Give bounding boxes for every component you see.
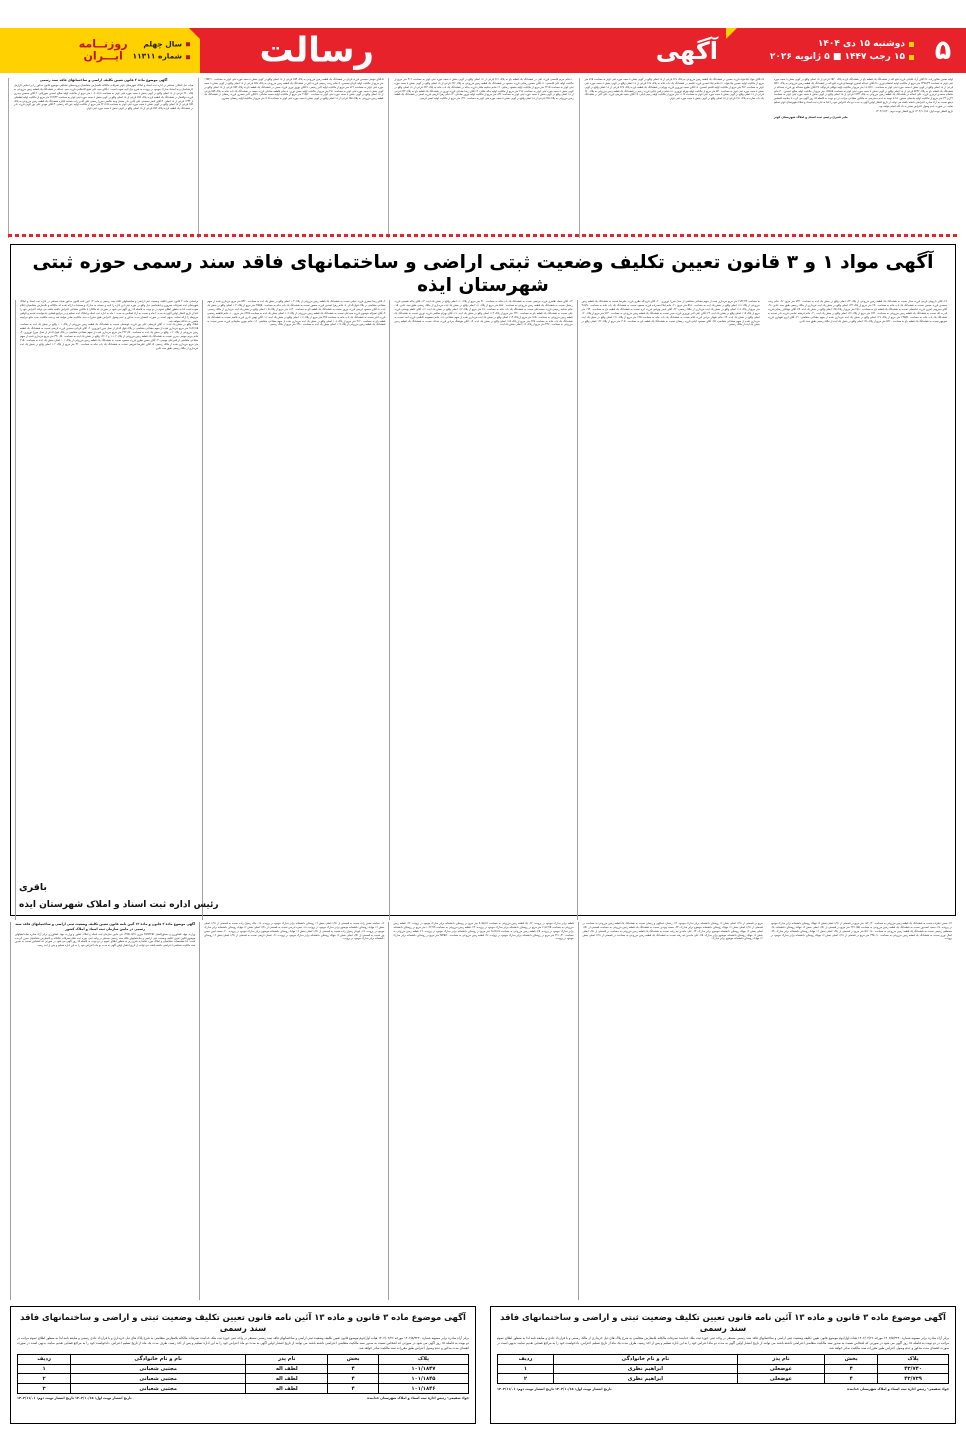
top-ads-strip [8, 78, 958, 238]
column-header-plaque: پلاک [378, 1354, 468, 1364]
main-article-signature: باقری [19, 882, 47, 893]
cell-row-index: ۱ [498, 1364, 554, 1374]
masthead-issue-meta [133, 38, 190, 64]
main-article-body: املاک واقع در بخش یک ایذه: ۱- آقای فرحعلی علی پور فرزند عوضعلی نسبت به ششدانگ یک قطعه زمین مزروعی از پلاک ۱۰۱ واقع در بخش یک ایذه به مساحت ۹۱۶۲/۸۵ متر مربع خریداری شده از سهم مشاعی متقاضی در پلاک فوق الذکر از نسل میرزا نوروزی. ۲- آقای قربانی سعیدی فرزند نارضی نسبت به ششدانگ یک قطعه زمین مزروعی از پلاک ۱۰۲ واقع در بخش یک ایذه به مساحت ۴۲۲۱/۹۰ متر مربع خریداری شده از سهم مشاعی متقاضی در پلاک فوق الذکر از نسل میرزا نوروزی. ۳- خانم مریم موسی بیدری نسبت به ششدانگ یک قطعه زمین مزروعی از پلاک ۱۰۲-۱ و ۱۲۶۰۲ واقع در بخش یک ایذه به مساحت ۳۴۱۰/۵۰ متر مربع خریداری شده از سهم مشاعی متقاضی از قنبرعلی موسی. ۴- آقای حسن نظری فرزند محمود نسبت به ششدانگ یک قطعه زمین مزروعی از پلاک ۱۰۱ اصلی بخش یک ایذه به مساحت ۲۱۵۰ متر مربع خریداری شده از مالک رسمی. ۵- آقای علیرضا شریفی نسبت به ششدانگ یک باب خانه به مساحت ۳۲۰ متر مربع از پلاک ۱۰۲ اصلی واقع در بخش یک ایذه خریداری از مالک رسمی طبق سند عادی. [20, 323, 199, 350]
cell-plaque: ۱۰۱/۱۸۴۵ [378, 1374, 468, 1384]
notice-publication-dates: تاریخ انتشار نوبت اول: ۱۴۰۴/۱۰/۱۵ تاریخ انتشار نوبت دوم: ۱۴۰۴/۱۱/۰۱ [497, 1386, 612, 1391]
notice-publication-dates: تاریخ انتشار نوبت اول: ۱۴۰۴/۱۰/۱۵ تاریخ انتشار نوبت دوم: ۱۴۰۴/۱۱/۰۱ [17, 1396, 132, 1401]
ad-signature: جابر قنبری-رئیس ثبت اسناد و املاک شهرستان کوثر [773, 114, 848, 119]
page-number: ۵ [934, 35, 952, 66]
bottom-notice-box-left [10, 1306, 476, 1424]
main-article-column [15, 300, 202, 920]
main-article-column [577, 300, 764, 920]
cell-row-index: ۱ [18, 1364, 71, 1374]
table-row [498, 1374, 949, 1384]
year-label: سال چهلم [143, 38, 182, 48]
ad-body: اولیه حسین صالح زاده. ۲۷-آقای آزاد باقبانی فرزند فتح اله در ششدانگ یک قطعه باغ در ششدانگ باغ به پلاک ۶۵۲۰ فرعی از ۱۸ اصلی واقع در گویی بخش ۸ سجد حوزه ثبتی کوثر به مساحت ۲۴۹۸/۴۴ متر مربع از مالکیت اولیه احتشام نوری. ۲۸-آقای عبداله اصغری توسط او فرزند فتح اله در ششدانگ یک قطعه زمین مزروعی به پلاک ۶۵۲۱ فرعی از ۱۸ اصلی واقع در گویی بخش ۸ سجد حوزه ثبتی کوثر به مساحت ۱۸۰۵۲/۱۰ متر مربع از مالکیت اولیه بیوقلی فردوآباد. ۲۹-آقای شلوخ حمداله پور فرزند حمداله در ششدانگ یک قطعه باغ به پلاک ۵۲۴۲ فرعی از ۱۸ اصلی واقع در گویی بخش ۸ سجد حوزه ثبتی کوثر به مساحت ۱۶۵/۸۵ متر مربع از مالکیت اولیه صالح احمدی. ۳۰-خانم خاتمام محمدی لرنیزی فرزند علی کنعانه در ششدانگ یک قطعه زمین مزروعی به پلاک ۶۲۴۳ فرعی از ۱۸ اصلی واقع در گویی بخش ۸ سجد حوزه ثبتی کوثر به مساحت ۴۲ریز ۴۴ متر مربع از مالکیت اولیه جاجعلی سخور. لذا با توجه به عدم دسترسی به مالکین مشاعی مراتب در دو نوبت به فاصله ۱۵ روز آگهی می گردد تا چنانچه اشخاص ذینفع نسبت به آراء صادره اعتراضی داشته باشند می توانند از تاریخ انتشار اولین آگهی به مدت دو ماه اعتراض خود را کتبا به اداره ثبت اسناد و املاک شهرستان کوثر تسلیم نمایند. در صورت عدم وصول اعتراض معتبر به داد گاه انجام خواهد بود. [773, 78, 954, 109]
main-article-column [202, 300, 389, 920]
corner-fold-icon [726, 28, 737, 39]
cell-full-name: ابراهیم نظری [553, 1364, 737, 1374]
top-ad-column [579, 78, 769, 238]
column-header-father-name: نام پدر [246, 1354, 328, 1364]
date-solar: دوشنبه ۱۵ دی ۱۴۰۴ [817, 39, 905, 49]
notice-blurb: برابر آراء صادره برابر مصوبه شماره ۱۴۰۲/۵/۳۲۴۰ مورخه ۱۴۰۲/۰۲/۲۶ هیات اول/دوم موضوع قانون تعیین تکلیف وضعیت ثبتی اراضی و ساختمانهای فاقد سند رسمی مستقر در واحد ثبتی حوزه ثبت ملک خدابنده تصرفات مالکانه بلامعارض متقاضی به شرح پلاک های ذیل خریداری و با قرارداد عادی رسمی و مبایعه نامه لذا به منظور اطلاع عموم مراتب در دو نوبت به فاصله ۱۵ روز آگهی می شود در صورتی که اشخاص نسبت به صدور سند مالکیت متقاضی اعتراضی داشته باشند می توانند از تاریخ انتشار اولین آگهی به مدت دو ماه اعتراض خود را به این اداره تسلیم و پس از اخذ رسید، ظرف مدت یک ماه از تاریخ تسلیم اعتراض، دادخواست خود را به مراجع قضایی تقدیم نمایند. بدیهی است در صورت انقضای مدت مذکور و عدم وصول اعتراض طبق مقررات سند مالکیت صادر خواهد شد. [17, 1335, 469, 1350]
cell-district: ۴ [328, 1374, 378, 1384]
cell-father-name: لطف اله [246, 1374, 328, 1384]
table-row [18, 1374, 469, 1384]
cell-father-name: عوضعلی [737, 1364, 824, 1374]
bottom-notice-box-right [490, 1306, 956, 1424]
notice-table [17, 1354, 469, 1394]
ad-heading: آگهی موضوع ماده ۳ قانون تعیین تکلیف اراضی و ساختمانهای فاقد سند رسمی [39, 78, 168, 82]
top-ad-column [769, 78, 958, 238]
table-header-row [18, 1354, 469, 1364]
column-header-plaque: پلاک [878, 1354, 949, 1364]
paper-title: رسالت [259, 29, 374, 70]
lower-ad-body: وزارت جهاد کشاورزی و دستورالعمل ۹۹/۹۳۲۵۲ مورخ ۱۳۹۹/۰۵/۲۱ فی مابین سازمان ثبت اسناد و املاک کشور و وزارت جهاد کشاورزی برابر آراء صادره هیات/هیاتهای موضوع قانون تعیین تکلیف وضعیت ثبتی اراضی و ساختمانهای فاقد سند رسمی مستقر در واحد ثبتی حوزه ثبت ملک تصرفات مالکانه و بلامعارض متقاضیان محرز گردیده است. لذا مشخصات متقاضیان و املاک مورد تقاضا به شرح زیر به منظور اطلاع عموم در دو نوبت به فاصله ۱۵ روز آگهی می شود در صورتی که اشخاص نسبت به صدور سند مالکیت متقاضی اعتراضی داشته باشند می توانند از تاریخ انتشار اولین آگهی به مدت دو ماه اعتراض خود را به این اداره تسلیم و پس از اخذ رسید. [15, 932, 196, 948]
masthead [0, 28, 966, 73]
cell-row-index: ۲ [498, 1374, 554, 1384]
cell-plaque: ۱۰۱/۱۸۴۶ [378, 1384, 468, 1394]
top-ad-column [388, 78, 578, 238]
lower-ad-body: مربع در قسمتی از ۱/۹۱ اصلی بخش ۱۶ روستای دانشخانه برابر مدارک موجود. ۶۲- رحمان عبدالهی و رحمان نسبت به ششدانگ یک قطعه زمین مزروعی به مساحت در قسمتی از ۱/۹۱ اصلی بخش ۱۶ مهاباد روستای دانشخانه موضوع برابر مدارک. ۶۳- محمد پیوندی نسبت به ششدانگ یک قطعه زمین مزروعی به مساحت قسمتی از ۱/۹۱ اصلی بخش ۱۶ مهاباد روستای دانشخانه موضوع برابر مدارک. ۶۴- علی ماجدی نیه رشد نسبت به ششدانگ یک قطعه زمین مزروعی به مساحت در قسمتی از ۱/۹۱ اصلی بخش ۱۶ مهاباد روستای دانشخانه موضوع برابر مدارک. ۶۵- علی ماجدی نیه رشد نسبت به ششدانگ یک قطعه زمین مزروعی به مساحت در قسمتی از ۱/۹۱ اصلی بخش ۱۶ مهاباد روستای دانشخانه موضوع برابر مدارک. [582, 922, 763, 941]
cell-father-name: لطف اله [246, 1384, 328, 1394]
issue-label: شماره ۱۱۳۱۱ [132, 51, 182, 61]
brand-line-1: روزنــامه [78, 36, 128, 50]
ad-publication-dates: تاریخ انتشار نوبت اول: ۱۴۰۴/۱۰/۱۵ تاریخ انتشار نوبت دوم: ۱۴۰۴/۱۱/۳۰ [876, 109, 954, 113]
ad-body: ۵-آقای موسی محمدی فرزند قربان در ششدانگ یک قطعه زمین مزروعی به پلاک ۶۵۴ فرعی از ۱۸ اصلی واقع در گویی بخش ۸ سجد حوزه ثبتی کوثر به مساحت ۱۳۵۳/۱۰ متر مربع از مالکیت اولیه قربان محمدی. ۶-خانم زینب رحیمی فرزند اکبر در ششدانگ یک قطعه زمین مزروعی به پلاک ۶۵۷ فرعی از ۱۸ اصلی واقع در گویی بخش ۸ سجد حوزه ثبتی کوثر به مساحت ۷۲۲ متر مربع از مالکیت اولیه اکبر رحیمی. ۷-آقای بهروز نوری فرزند حسن در ششدانگ یک قطعه باغ به پلاک ۶۵۳ فرعی از ۱۸ اصلی واقع در گویی بخش ۸ سجد حوزه ثبتی کوثر به مساحت ۴۸۱ متر مربع از مالکیت اولیه حسن نوری. ۸-خانم فاطمه صادقی فرزند محمد در ششدانگ یک باب خانه به پلاک ۶۵۹ فرعی از ۱۸ اصلی واقع در گویی بخش ۸ سجد حوزه ثبتی کوثر به مساحت ۳۱۵/۲۰ متر مربع از مالکیت اولیه محمد صادقی. ۹-آقای اکبر جعفری فرزند رمضان در ششدانگ یک قطعه زمین مزروعی به پلاک ۶۵۸ فرعی از ۱۸ اصلی واقع در گویی بخش ۸ سجد حوزه ثبتی کوثر به مساحت ۹۰۵ متر مربع از مالکیت اولیه رمضان جعفری. [204, 78, 384, 101]
notice-signature: جواد شفیعی- رئیس اداره ثبت اسناد و املاک شهرستان خدابنده [847, 1386, 949, 1391]
masthead-section [380, 28, 726, 73]
column-header-full-name: نام و نام خانوادگی [71, 1354, 246, 1364]
lower-ad-column [10, 922, 199, 1300]
notice-title: آگهی موضوع ماده ۳ قانون و ماده ۱۳ آئین نامه قانون تعیین تکلیف وضعیت ثبتی و اراضی و ساختمانهای فاقد سند رسمی [20, 1312, 466, 1333]
brand-mark [79, 38, 128, 63]
column-header-row-index: ردیف [498, 1354, 554, 1364]
column-header-district: بخش [328, 1354, 378, 1364]
corner-fold-icon [189, 28, 200, 39]
lower-ad-body: ۶۶- حسن علیزاده نسبت به ششدانگ یک قطعه زمین مزروعی به مساحت ۱۸۴۰/۳۰ متر مربع در قسمتی از ۱/۹۱ اصلی بخش ۱۶ مهاباد روستای دانشخانه برابر مدارک موجود در پرونده. ۶۷- سعید احمدپور نسبت به ششدانگ یک قطعه زمین مزروعی به مساحت ۲۳۶۰/۵۵ متر مربع در قسمتی از ۱/۹۱ اصلی بخش ۱۶ مهاباد روستای دانشخانه. ۶۸- مصطفی رحیمی نسبت به ششدانگ یک قطعه زمین مزروعی به مساحت ۵۱۲۰/۸۰ متر مربع در قسمتی از ۱/۹۱ اصلی بخش ۱۶ مهاباد روستای دانشخانه برابر مدارک. ۶۹- کمال نوری نسبت به ششدانگ یک قطعه زمین مزروعی به مساحت ۳۴۵۰/۱۰ متر مربع در قسمتی از ۱/۹۱ اصلی بخش ۱۶ مهاباد روستای دانشخانه برابر مدارک موجود در پرونده. [770, 922, 952, 941]
cell-district: ۴ [825, 1364, 878, 1374]
decorative-divider [8, 234, 958, 237]
lower-ad-body: قطعه برابر مدارک موجود در پرونده. ۲۲- یک قطعه زمین مزروعی به مساحت ۹۰۵۸/۸۲ متر مربع در روستای دانشخانه برابر مدارک موجود در پرونده. ۲۳- قطعه زمین مزروعی به مساحت ۶۱۸۲/۲۵ متر مربع در روستای دانشخانه برابر مدارک موجود در پرونده. ۲۴- قطعه زمین مزروعی به مساحت ۱۰۶۲/۲۹ متر مربع در روستای دانشخانه برابر مدارک موجود در پرونده. ۲۵- قطعه زمین مزروعی به مساحت ۲۸۶۶/۱۵ متر مربع در روستای دانشخانه برابر مدارک موجود در پرونده. ۲۶- قطعه زمین مزروعی به مساحت ۴۲۱۰/۴۰ متر مربع در روستای دانشخانه برابر مدارک موجود در پرونده. ۲۷- قطعه زمین مزروعی به مساحت ۳۵۴۵/۶۰ متر مربع در روستای دانشخانه برابر مدارک موجود در پرونده. [393, 922, 574, 941]
cell-plaque: ۴۳/۷۴۰ [878, 1364, 949, 1374]
column-header-full-name: نام و نام خانوادگی [553, 1354, 737, 1364]
cell-row-index: ۲ [18, 1374, 71, 1384]
main-article-signature-role: رئیس اداره ثبت اسناد و املاک شهرستان ایذه [19, 900, 219, 910]
cell-full-name: ابراهیم نظری [553, 1374, 737, 1384]
section-label: آگهی [655, 36, 718, 65]
main-article-column [764, 300, 951, 920]
top-ad-column [8, 78, 198, 238]
cell-father-name: عوضعلی [737, 1374, 824, 1384]
main-article-title: آگهی مواد ۱ و ۳ قانون تعیین تکلیف وضعیت ثبتی اراضی و ساختمانهای فاقد سند رسمی حوزه ثبتی شهرستان ایذه [32, 252, 934, 297]
lower-ads-section [10, 922, 956, 1300]
notice-blurb: برابر آراء صادره برابر مصوبه شماره ۱۴۰۲/۵/۳۲۴۰ مورخه ۱۴۰۲/۰۲/۲۶ هیات اول/دوم موضوع قانون تعیین تکلیف وضعیت ثبتی اراضی و ساختمانهای فاقد سند رسمی مستقر در واحد ثبتی حوزه ثبت ملک خدابنده تصرفات مالکانه بلامعارض متقاضی به شرح پلاک های ذیل خریداری از مالک رسمی و با قرارداد عادی و مبایعه نامه لذا به منظور اطلاع عموم مراتب در دو نوبت به فاصله ۱۵ روز آگهی می شود در صورتی که اشخاص نسبت به صدور سند مالکیت متقاضی اعتراضی داشته باشند می توانند از تاریخ انتشار اولین آگهی به مدت دو ماه اعتراض خود را به این اداره تسلیم و پس از اخذ رسید، ظرف مدت یک ماه از تاریخ تسلیم اعتراض، دادخواست خود را به مراجع قضایی تقدیم نمایند. بدیهی است در صورت انقضای مدت مذکور و عدم وصول اعتراض طبق مقررات سند مالکیت صادر خواهد شد. [497, 1335, 949, 1350]
cell-full-name: مجتبی شعبانی [71, 1364, 246, 1374]
top-ad-column [198, 78, 388, 238]
masthead-logo [200, 28, 380, 73]
cell-district: ۴ [328, 1384, 378, 1394]
cell-plaque: ۱۰۱/۱۸۴۷ [378, 1364, 468, 1374]
main-article-body: ۲۶- آقای داریوش فرجی فرزند ستار نسبت به ششدانگ یک قطعه زمین مزروعی از پلاک ۱۲۳ اصلی واقع در بخش یک ایذه به مساحت ۸۳۴۰ متر مربع. ۲۷- خانم زینب محمدی فرزند حسین نسبت به ششدانگ یک باب خانه به مساحت ۲۹۰ متر مربع از پلاک ۱۲۴ اصلی واقع در بخش یک ایذه خریداری از مالک رسمی طبق سند عادی. ۲۸- آقای سیروس امیری فرزند عباسعلی نسبت به ششدانگ یک قطعه باغ به مساحت ۲۷۸۰ متر مربع از پلاک ۱۲۵ اصلی واقع در بخش یک ایذه. ۲۹- آقای جهانگیر رضایی فرزند قدرت اله نسبت به ششدانگ یک قطعه زمین مزروعی به مساحت ۶۹۲۰ متر مربع از پلاک ۱۲۶ اصلی واقع در بخش یک ایذه. ۳۰- خانم فرشته عباسی فرزند نادر نسبت به ششدانگ یک باب خانه به مساحت ۲۳۵/۵۰ متر مربع از پلاک ۱۲۷ اصلی واقع در بخش یک ایذه خریداری شده از سهم مشاعی متقاضی. ۳۱- آقای ایرج شهبازی فرزند منوچهر نسبت به ششدانگ یک قطعه باغ به مساحت ۵۲۶۰ متر مربع از پلاک ۱۲۸ اصلی واقع در بخش یک ایذه از مالک رسمی طبق سند عادی. [767, 300, 948, 323]
cell-full-name: مجتبی شعبانی [71, 1374, 246, 1384]
notice-table [497, 1354, 949, 1384]
table-row [18, 1384, 469, 1394]
lower-ad-heading: آگهی موضوع ماده ۳ قانون و ماده ۱۳ آئین نامه قانون تعیین تکلیف وضعیت ثبتی اراضی و ساختمانهای فاقد سند رسمی در مابین سازمان ثبت اسناد و املاک کشور [15, 922, 196, 931]
column-header-father-name: نام پدر [737, 1354, 824, 1364]
cell-father-name: لطف اله [246, 1364, 328, 1374]
main-article-lead: براساس ماده ۳ قانون تعیین تکلیف وضعیت ثبتی اراضی و ساختمانهای فاقد سند رسمی و ماده ۱۳ آئین نامه قانون مذکور هیئت مستقر در اداره ثبت اسناد و املاک شهرستان ایذه تصرفات مفروزی و اشخاصی ذیل واقع در حوزه ثبتی این اداره را تایید و مستند به مدارک و مستندات ارائه شده که مالکانه و بلامعارض متقاضیان اعلام نموده است لذا به منظور اطلاع عموم در دو نوبت به فاصله ۱۵ روز آگهی می شود در صورتی که مالکان یا مالکین مشاعی اعتراض داشته باشند می توانند اعتراض خود را کتبا از تاریخ انتشار اولین آگهی به مدت ۲ ماه و نسبت به آراء اصلاحی به مدت ۱ ماه به اداره ثبت اسناد و املاک ایذه تسلیم و در مراجع قضایی دادخواست تقدیم و گواهی مربوطه را ارائه نمایند. بدیهی است در صورت انقضای مدت مذکور و عدم وصول اعتراض طبق مقررات سند مالکیت صادر خواهد شد و سند مالکیت جدید مانع مراجعه متضرر به دادگاه نخواهد شد. [20, 300, 199, 323]
masthead-dates [770, 39, 920, 62]
masthead-right [0, 28, 200, 73]
cell-district: ۴ [328, 1364, 378, 1374]
main-article-body: ۱۳- آقای سجاد طاهری فرزند مرتضی نسبت به ششدانگ یک باب خانه به مساحت ۳۱۰ متر مربع از پلاک ۱۱۰ اصلی واقع در بخش یک ایذه. ۱۴- آقای یداله شفیعی فرزند رحمان نسبت به ششدانگ یک قطعه زمین مزروعی به مساحت ۵۸۷۰ متر مربع از پلاک ۱۱۱ اصلی واقع در بخش یک ایذه خریداری از مالک رسمی طبق سند عادی. ۱۵- خانم سکینه رحیمی فرزند محمدعلی نسبت به ششدانگ یک باب خانه به مساحت ۲۸۰ متر مربع از پلاک ۱۱۲ اصلی واقع در بخش یک ایذه. ۱۶- آقای کاظم یوسفی فرزند علی نسبت به ششدانگ یک قطعه باغ به مساحت ۲۳۶۰ متر مربع از پلاک ۱۱۳ اصلی واقع در بخش یک ایذه. ۱۷- آقای بهرام صالحی فرزند نوروز نسبت به ششدانگ یک قطعه زمین مزروعی به مساحت ۹۱۵۰ متر مربع از پلاک ۱۱۴ اصلی واقع در بخش یک ایذه خریداری شده از سهم مشاعی. ۱۸- خانم معصومه کاظمی فرزند اسد نسبت به ششدانگ یک باب خانه به مساحت ۲۲۵ متر مربع از پلاک ۱۱۵ اصلی واقع در بخش یک ایذه. ۱۹- آقای هوشنگ مرادی فرزند خداداد نسبت به ششدانگ یک قطعه زمین مزروعی به مساحت ۴۳۷۰ متر مربع از پلاک ۱۱۶ اصلی بخش یک ایذه. [394, 300, 573, 327]
main-article-body: به مساحت ۲۸۴۲/۲۴ متر مربع خریداری شده از سهم مشاعی متقاضی از نسل میرزا نوروزی. ۲۰- آقای فرج اله نظری فرزند علیرضا نسبت به ششدانگ یک قطعه زمین مزروعی از پلاک ۱۱۷ اصلی واقع در بخش یک ایذه به مساحت ۵۶۸۰ متر مربع. ۲۱- خانم لیلا احمدزاده فرزند محمود نسبت به ششدانگ یک باب خانه به مساحت ۳۱۵/۷۰ متر مربع از پلاک ۱۱۸ اصلی واقع در بخش یک ایذه خریداری از مالک رسمی. ۲۲- آقای ناصر بهرامی فرزند کرم نسبت به ششدانگ یک قطعه باغ به مساحت ۱۹۴۰ متر مربع از پلاک ۱۱۹ اصلی واقع در بخش یک ایذه. ۲۳- آقای علی اکبر نوروزی فرزند حیدر نسبت به ششدانگ یک قطعه زمین مزروعی به مساحت ۷۲۳۰ متر مربع از پلاک ۱۲۰ اصلی واقع در بخش یک ایذه. ۲۴- خانم شهناز مرادی فرزند غلام نسبت به ششدانگ یک باب خانه به مساحت ۲۶۵ متر مربع از پلاک ۱۲۱ اصلی واقع در بخش یک ایذه خریداری شده از سهم مشاعی متقاضی. ۲۵- آقای مسعود کیانی فرزند رمضان نسبت به ششدانگ یک قطعه باغ به مساحت ۴۰۵۰ متر مربع از پلاک ۱۲۲ اصلی واقع در بخش یک ایذه از مالک رسمی. [581, 300, 760, 327]
date-lunar-gregorian: ۱۵ رجب ۱۴۴۷ ■ ۵ ژانویه ۲۰۲۶ [769, 52, 905, 62]
main-article-body: ۶- آقای رضا جعفری فرزند عباس نسبت به ششدانگ یک قطعه زمین مزروعی از پلاک ۱۰۳ اصلی واقع در بخش یک ایذه به مساحت ۵۴۲۰ متر مربع خریداری شده از سهم مشاعی متقاضی در پلاک فوق الذکر. ۷- خانم زهرا احمدی فرزند منصور نسبت به ششدانگ یک باب خانه به مساحت ۲۹۵/۵۰ متر مربع از پلاک ۱۰۴ اصلی واقع در بخش یک ایذه. ۸- آقای محمود کریمی فرزند نوروز نسبت به ششدانگ یک قطعه باغ به مساحت ۱۸۴۰ متر مربع از پلاک ۱۰۵ اصلی واقع در بخش یک ایذه خریداری از مالک رسمی. ۹- آقای نصراله موسوی فرزند سیدعلی نسبت به ششدانگ یک قطعه زمین مزروعی از پلاک ۱۰۶ اصلی بخش یک ایذه به مساحت ۷۳۶۵ متر مربع. ۱۰- خانم فاطمه رستمی فرزند اکبر نسبت به ششدانگ یک باب خانه به مساحت ۲۴۵ متر مربع از پلاک ۱۰۷ اصلی واقع در بخش یک ایذه. ۱۱- آقای بهمن نادری فرزند قاسم نسبت به ششدانگ یک قطعه باغ به مساحت ۳۱۲۰ متر مربع از پلاک ۱۰۸ اصلی واقع در بخش یک ایذه خریداری شده از سهم مشاعی متقاضی. ۱۲- خانم مهری سلیمانی فرزند حسن نسبت به ششدانگ یک قطعه زمین مزروعی از پلاک ۱۰۹ اصلی بخش یک ایذه به مساحت ۶۴۸۰ متر مربع از مالک رسمی. [207, 300, 386, 327]
table-header-row [498, 1354, 949, 1364]
bullet-square-icon [186, 55, 190, 59]
cell-row-index: ۳ [18, 1384, 71, 1394]
table-row [498, 1364, 949, 1374]
brand-line-2: ایـــران [83, 49, 123, 63]
column-header-row-index: ردیف [18, 1354, 71, 1364]
bullet-square-icon [909, 42, 914, 47]
main-article-box [10, 244, 956, 916]
notice-title: آگهی موضوع ماده ۳ قانون و ماده ۱۳ آئین نامه قانون تعیین تکلیف وضعیت ثبتی و اراضی و ساختمانهای فاقد سند رسمی [500, 1312, 946, 1333]
lower-ad-column [578, 922, 767, 1300]
cell-plaque: ۴۳/۷۳۹ [878, 1374, 949, 1384]
ad-body: هیات حل اختلاف مستقر در اداره ثبت اسناد و املاک شهرستان کوثر تصرفات مالکانه بلامعارض متقاضیان پرونده‌های تشکیلی موضوع قانون مذکور را بر اساس گزارش کارشناسان و به استناد مدارک موجود در پرونده به شرح ذیل تایید نموده است: ۱-آقای سید علی شیخ الاسلامی فرزند سید عبداله در ششدانگ یک قطعه زمین مزروعی به پلاک ۶۶۰ فرعی از ۱۸ اصلی واقع در گویی بخش ۸ سجد حوزه ثبتی کوثر به مساحت ۱۰۶۰۸/۱۸ متر مربع از مالکیت اولیه صالح احمدی سورپالی. ۲-آقای محسن حیدری فرزند ذوالفقار در ششدانگ یک قطعه باغ به پلاک ۶۵۶ فرعی از ۱۸ اصلی واقع در گویی بخش ۸ سجد حوزه ثبتی کوثر به مساحت ۲۶۲/۴۴ متر مربع از مالکیت اولیه لطفعلی از ۱۳۴۴ فرعی از ۱۸ اصلی. ۳-آقای ناصر محسنی علی آبادی نادر حسان وجه خالصی میرزا رحمنی علی آبادی زاده مستند انگیزه ششدانگ یک قطعه زمین مزروعی به پلاک ۶۵۶ فرعی از ۱۸ اصلی واقع در گویی بخش ۸ سجد حوزه ثبتی کوثر به مساحت ۶۲۱/۱۵ متر مربع از مالکیت اولیه عین اله رحمتی. ۴-آقای مهدی علی پور گویی فرزند نادر در ششدانگ یک قطعه باغ به پلاک ۶۵۲ فرعی از ۱۸ اصلی واقع در گویی بخش ۸ سجد حوزه ثبتی کوثر. [14, 84, 194, 111]
cell-full-name: مجتبی شعبانی [71, 1384, 246, 1394]
bullet-square-icon [186, 42, 190, 46]
ad-body: ۱۰-خانم مریم قاسمی فرزند علی در ششدانگ یک قطعه باغ به پلاک ۶۶۱ فرعی از ۱۸ اصلی واقع در گویی بخش ۸ سجد حوزه ثبتی کوثر به مساحت ۴۱۲ متر مربع از مالکیت اولیه علی قاسمی. ۱۱-آقای حسین رضایی فرزند محمود در ششدانگ یک قطعه زمین مزروعی به پلاک ۶۶۲ فرعی از ۱۸ اصلی واقع در گویی بخش ۸ سجد حوزه ثبتی کوثر به مساحت ۲۳۱۵ متر مربع از مالکیت اولیه محمود رضایی. ۱۲-خانم سکینه ملکی فرزند یداله در ششدانگ یک باب خانه به پلاک ۶۶۳ فرعی از ۱۸ اصلی واقع در گویی بخش ۸ سجد حوزه ثبتی کوثر به مساحت ۲۷۷ متر مربع از مالکیت اولیه یداله ملکی. ۱۳-آقای رضا صادقی فرزند نوروز در ششدانگ یک قطعه باغ به پلاک ۶۶۴ فرعی از ۱۸ اصلی واقع در گویی بخش ۸ سجد حوزه ثبتی کوثر به مساحت ۸۴۶ متر مربع از مالکیت اولیه نوروز صادقی. ۱۴-خانم زهرا کریمی فرزند اصغر در ششدانگ یک قطعه زمین مزروعی به پلاک ۶۶۵ فرعی از ۱۸ اصلی واقع در گویی بخش ۸ سجد حوزه ثبتی کوثر به مساحت ۱۴۲۰ متر مربع از مالکیت اولیه اصغر کریمی. [394, 78, 574, 101]
main-article-column [389, 300, 576, 920]
lower-ad-column [199, 922, 388, 1300]
lower-ad-column [388, 922, 577, 1300]
bullet-square-icon [909, 55, 914, 60]
column-header-district: بخش [825, 1354, 878, 1364]
cell-district: ۴ [825, 1374, 878, 1384]
lower-ad-column [767, 922, 956, 1300]
lower-ad-body: ۱۶- سیامند حسن زاده نسبت به قسمتی از ۱/۹۱ اصلی بخش ۱۶ روستای دانشخانه برابر مدارک موجود در پرونده. ۱۷- خالد رسول زاده نسبت به قسمتی از ۱/۹۱ اصلی بخش ۱۶ مهاباد روستای دانشخانه موضوع برابر مدارک موجود در پرونده. ۱۸- حمزه ادریس نسبت به قسمتی از ۱/۹۱ اصلی بخش ۱۶ مهاباد روستای دانشخانه برابر مدارک موجود در پرونده. ۱۹- ابوبکر رسول زاده نسبت به قسمتی از ۱/۹۱ اصلی بخش ۱۶ مهاباد روستای دانشخانه موضوع برابر مدارک موجود در پرونده. ۲۰- محمد امین حسن پور نسبت به قسمتی از ۱/۹۱ اصلی بخش ۱۶ مهاباد روستای دانشخانه برابر مدارک موجود در پرونده. ۲۱- عثمان کریمی نسبت به قسمتی از ۱/۹۱ اصلی بخش ۱۶ روستای دانشخانه برابر مدارک موجود در پرونده. [204, 922, 385, 941]
table-row [18, 1364, 469, 1374]
notice-signature: جواد شفیعی- رئیس اداره ثبت اسناد و املاک شهرستان خدابنده [367, 1396, 469, 1401]
ad-body: ۱۵-آقای جواد نیک‌خواه فرزند حسین در ششدانگ یک قطعه زمین مزروعی به پلاک ۶۶۷ فرعی از ۱۸ اصلی واقع در گویی بخش ۸ سجد حوزه ثبتی کوثر به مساحت ۷۶۵ متر مربع از مالکیت اولیه حسین نیک‌خواه. ۱۶-خانم لیلا احمدی فرزند قاسم در ششدانگ یک باب خانه به پلاک ۶۶۸ فرعی از ۱۸ اصلی واقع در گویی بخش ۸ سجد حوزه ثبتی کوثر به مساحت ۳۸۲ متر مربع از مالکیت اولیه قاسم احمدی. ۱۷-آقای سعید نوروزی فرزند بهرام در ششدانگ یک قطعه باغ به پلاک ۶۶۹ فرعی از ۱۸ اصلی واقع در گویی بخش ۸ سجد حوزه ثبتی کوثر به مساحت ۵۳۰ متر مربع از مالکیت اولیه بهرام نوروزی. ۱۸-خانم نرگس بابایی فرزند رحیم در ششدانگ یک قطعه زمین مزروعی به پلاک ۶۷۰ فرعی از ۱۸ اصلی واقع در گویی بخش ۸ سجد حوزه ثبتی کوثر به مساحت ۱۱۰۵ متر مربع از مالکیت اولیه رحیم بابایی. ۱۹-آقای مجید شریفی فرزند علی اکبر در ششدانگ یک باب مغازه به پلاک ۶۷۱ فرعی از ۱۸ اصلی واقع در گویی بخش ۸ سجد حوزه ثبتی کوثر. [584, 78, 764, 101]
masthead-left [726, 28, 966, 73]
